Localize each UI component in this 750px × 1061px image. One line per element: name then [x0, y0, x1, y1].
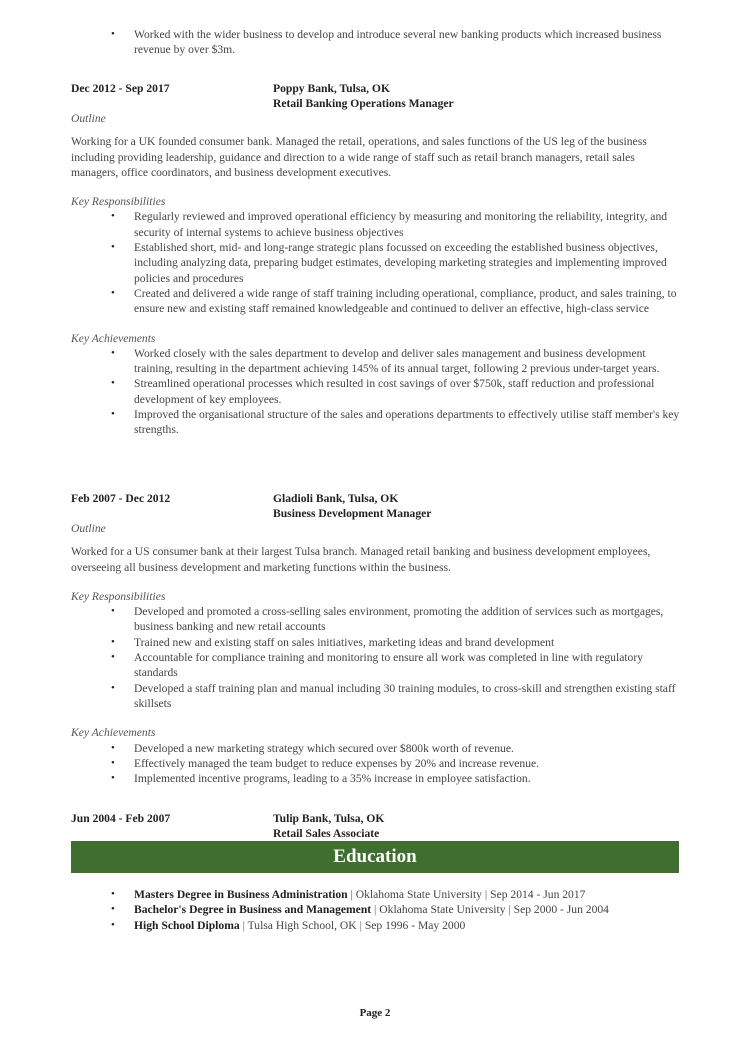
job-dates: Jun 2004 - Feb 2007	[71, 812, 171, 825]
list-item: • Worked closely with the sales department to develop and deliver sales management and business development training, resulting in the department achieving 145% of its annual target, following 2 previous under-target years.	[71, 346, 681, 377]
education-list	[71, 887, 681, 933]
responsibilities-list	[71, 209, 681, 316]
list-item: • Created and delivered a wide range of staff training including operational, compliance, product, and sales training, to ensure new and existing staff remained knowledgeable and continued to deliver an effective, high-class service	[71, 286, 681, 317]
achievements-list	[71, 741, 681, 787]
job-title: Retail Sales Associate	[273, 827, 380, 840]
separator: |	[359, 918, 362, 932]
intro-bullet-list	[71, 27, 681, 58]
list-item: • Accountable for compliance training and monitoring to ensure all work was completed in line with regulatory standards	[71, 650, 681, 681]
job-entry-poppy-bank	[71, 81, 681, 438]
section-title: Education	[333, 846, 417, 867]
education-heading-banner	[71, 841, 679, 873]
list-item: • Developed and promoted a cross-selling sales environment, promoting the addition of services such as mortgages, business banking and new retail accounts	[71, 604, 681, 635]
job-title: Retail Banking Operations Manager	[273, 97, 454, 110]
separator: |	[374, 903, 377, 917]
achievements-heading: Key Achievements	[71, 726, 156, 740]
outline-heading: Outline	[71, 522, 106, 535]
responsibilities-heading: Key Responsibilities	[71, 195, 166, 209]
job-dates: Feb 2007 - Dec 2012	[71, 492, 171, 505]
degree-name: High School Diploma	[134, 918, 240, 932]
list-item: • Effectively managed the team budget to reduce expenses by 20% and increase revenue.	[71, 756, 681, 771]
responsibilities-heading: Key Responsibilities	[71, 589, 166, 603]
education-dates: Sep 1996 - May 2000	[364, 918, 466, 932]
list-item: • Developed a staff training plan and manual including 30 training modules, to cross-skill and strengthen existing staff skillsets	[71, 681, 681, 712]
outline-text: Working for a UK founded consumer bank. Managed the retail, operations, and sales functions of the US leg of the business including providing leadership, guidance and direction to a wide range of staff such as retail branch managers, retail sales managers, office coordinators, and business development executives.	[71, 135, 647, 179]
school-name: Oklahoma State University	[355, 888, 482, 901]
job-company: Tulip Bank, Tulsa, OK	[273, 812, 385, 825]
job-entry-gladioli-bank	[71, 491, 681, 786]
degree-name: Bachelor's Degree in Business and Management	[134, 903, 372, 917]
list-item: • Regularly reviewed and improved operational efficiency by measuring and monitoring the reliability, integrity, and security of internal systems to achieve business objectives	[71, 209, 681, 240]
separator: |	[350, 888, 353, 901]
achievements-list	[71, 346, 681, 438]
separator: |	[242, 918, 245, 932]
list-item: • Developed a new marketing strategy which secured over $800k worth of revenue.	[71, 741, 681, 756]
job-entry-tulip-bank	[71, 811, 681, 841]
school-name: Oklahoma State University	[379, 903, 506, 917]
achievements-heading: Key Achievements	[71, 331, 156, 345]
outline-heading: Outline	[71, 112, 106, 125]
outline-text: Worked for a US consumer bank at their largest Tulsa branch. Managed retail banking and business development employees, overseeing all business development and marketing functions within the business.	[71, 545, 651, 574]
list-item: • Implemented incentive programs, leading to a 35% increase in employee satisfaction.	[71, 771, 681, 786]
list-item: • Worked with the wider business to develop and introduce several new banking products which increased business revenue by over $3m.	[71, 27, 681, 58]
job-header	[71, 491, 681, 521]
separator: |	[484, 888, 488, 901]
job-dates: Dec 2012 - Sep 2017	[71, 82, 170, 95]
separator: |	[508, 903, 511, 917]
list-item: • Streamlined operational processes which resulted in cost savings of over $750k, staff reduction and professional development of key employees.	[71, 376, 681, 407]
job-company: Gladioli Bank, Tulsa, OK	[273, 492, 399, 505]
list-item	[71, 887, 681, 902]
page-number: Page 2	[359, 1007, 391, 1019]
education-dates: Sep 2000 - Jun 2004	[513, 903, 609, 917]
list-item: • Improved the organisational structure of the sales and operations departments to effectively utilise staff member's key strengths.	[71, 407, 681, 438]
list-item	[71, 918, 681, 933]
list-item: • Trained new and existing staff on sales initiatives, marketing ideas and brand development	[71, 635, 681, 650]
list-item: • Established short, mid- and long-range strategic plans focussed on exceeding the established business objectives, including analyzing data, preparing budget estimates, developing marketing strategies and implementing improved policies and procedures	[71, 240, 681, 286]
responsibilities-list	[71, 604, 681, 711]
school-name: Tulsa High School, OK	[247, 918, 357, 932]
job-company: Poppy Bank, Tulsa, OK	[273, 82, 390, 95]
degree-name: Masters Degree in Business Administration	[134, 888, 348, 901]
job-header	[71, 811, 681, 841]
job-title: Business Development Manager	[273, 507, 432, 520]
education-dates: Sep 2014 - Jun 2017	[490, 888, 586, 901]
list-item	[71, 902, 681, 917]
job-header	[71, 81, 681, 111]
